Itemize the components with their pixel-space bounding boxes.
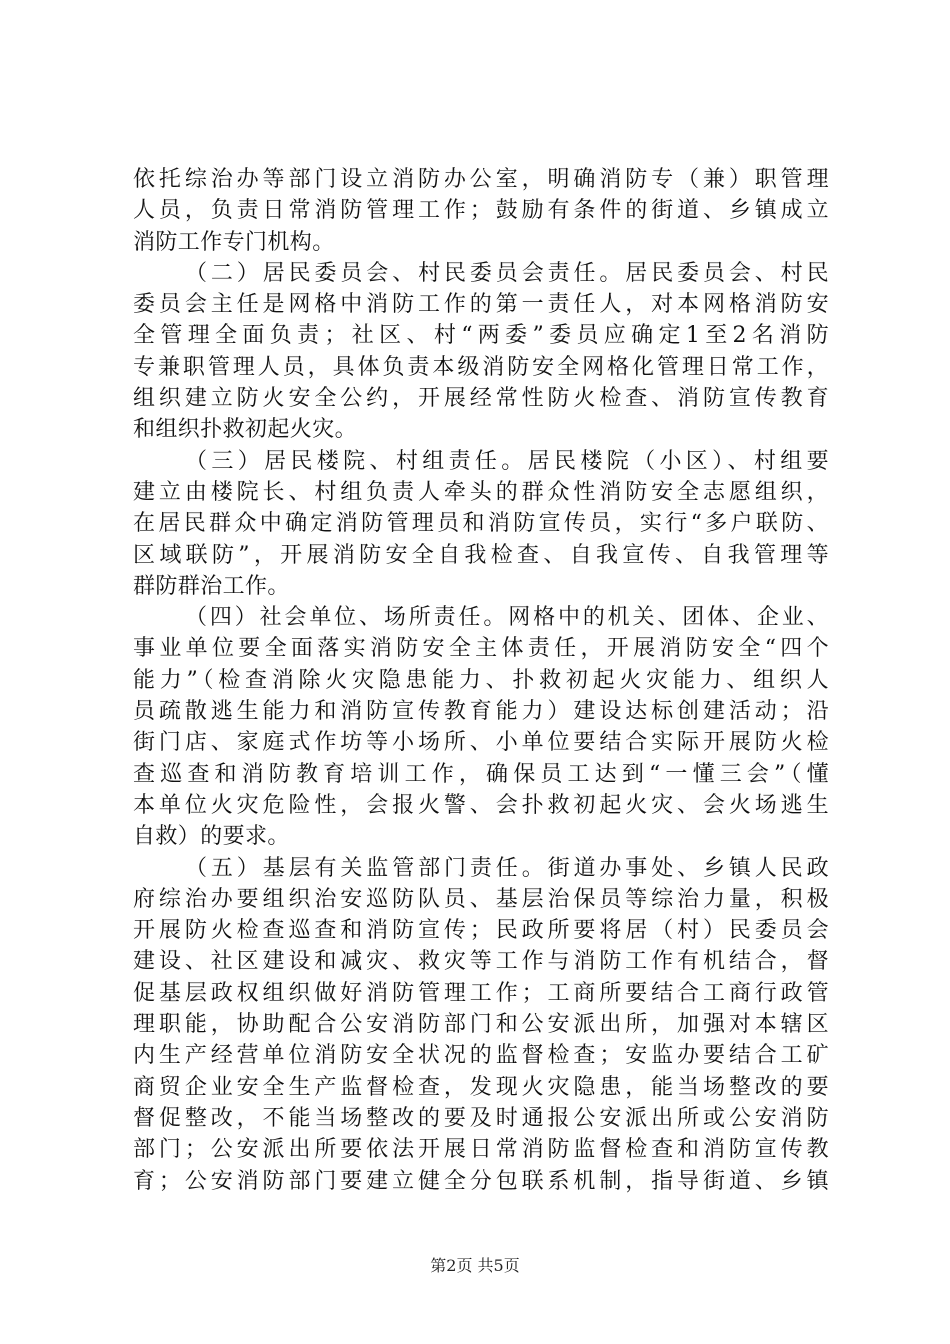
text-line: 消防工作专门机构。 — [133, 229, 335, 255]
text-line: 和组织扑救初起火灾。 — [133, 417, 358, 443]
paragraph-heading-line: （二）居民委员会、村民委员会责任。居民委员会、村民 — [185, 260, 829, 286]
paragraph-heading-line: （四）社会单位、场所责任。网格中的机关、团体、企业、 — [185, 605, 829, 631]
text-line: 群防群治工作。 — [133, 573, 290, 599]
paragraph-heading-line: （三）居民楼院、村组责任。居民楼院（小区）、村组要 — [185, 448, 829, 474]
text-line: 部门；公安派出所要依法开展日常消防监督检查和消防宣传教 — [133, 1137, 829, 1163]
text-line: 商贸企业安全生产监督检查，发现火灾隐患，能当场整改的要 — [133, 1074, 829, 1100]
text-line: 理职能，协助配合公安消防部门和公安派出所，加强对本辖区 — [133, 1012, 829, 1038]
text-line: 在居民群众中确定消防管理员和消防宣传员，实行“多户联防、 — [133, 511, 829, 537]
text-line: 委员会主任是网格中消防工作的第一责任人，对本网格消防安 — [133, 292, 829, 318]
text-line: 内生产经营单位消防安全状况的监督检查；安监办要结合工矿 — [133, 1043, 829, 1069]
text-line: 查巡查和消防教育培训工作，确保员工达到“一懂三会”（懂 — [133, 761, 829, 787]
text-line: 能力”（检查消除火灾隐患能力、扑救初起火灾能力、组织人 — [133, 667, 829, 693]
text-line: 人员，负责日常消防管理工作；鼓励有条件的街道、乡镇成立 — [133, 198, 829, 224]
text-line: 自救）的要求。 — [133, 824, 290, 850]
text-line: 本单位火灾危险性，会报火警、会扑救初起火灾、会火场逃生 — [133, 792, 829, 818]
text-line: 建设、社区建设和减灾、救灾等工作与消防工作有机结合，督 — [133, 949, 829, 975]
text-line: 全管理全面负责；社区、村“两委”委员应确定1至2名消防 — [133, 323, 829, 349]
text-line: 督促整改，不能当场整改的要及时通报公安派出所或公安消防 — [133, 1105, 829, 1131]
text-line: 促基层政权组织做好消防管理工作；工商所要结合工商行政管 — [133, 980, 829, 1006]
text-line: 区域联防”，开展消防安全自我检查、自我宣传、自我管理等 — [133, 542, 829, 568]
document-body — [133, 164, 829, 1197]
text-line: 建立由楼院长、村组负责人牵头的群众性消防安全志愿组织， — [133, 479, 829, 505]
text-line: 府综治办要组织治安巡防队员、基层治保员等综治力量，积极 — [133, 886, 829, 912]
text-line: 员疏散逃生能力和消防宣传教育能力）建设达标创建活动；沿 — [133, 699, 829, 725]
text-line: 开展防火检查巡查和消防宣传；民政所要将居（村）民委员会 — [133, 918, 829, 944]
text-line: 育；公安消防部门要建立健全分包联系机制，指导街道、乡镇 — [133, 1168, 829, 1194]
text-line: 事业单位要全面落实消防安全主体责任，开展消防安全“四个 — [133, 636, 829, 662]
text-line: 专兼职管理人员，具体负责本级消防安全网格化管理日常工作， — [133, 354, 829, 380]
page-footer: 第2页 共5页 — [430, 1256, 520, 1275]
text-line: 街门店、家庭式作坊等小场所、小单位要结合实际开展防火检 — [133, 730, 829, 756]
text-line: 依托综治办等部门设立消防办公室，明确消防专（兼）职管理 — [133, 167, 829, 192]
paragraph-heading-line: （五）基层有关监管部门责任。街道办事处、乡镇人民政 — [185, 855, 829, 881]
text-line: 组织建立防火安全公约，开展经常性防火检查、消防宣传教育 — [133, 386, 829, 412]
